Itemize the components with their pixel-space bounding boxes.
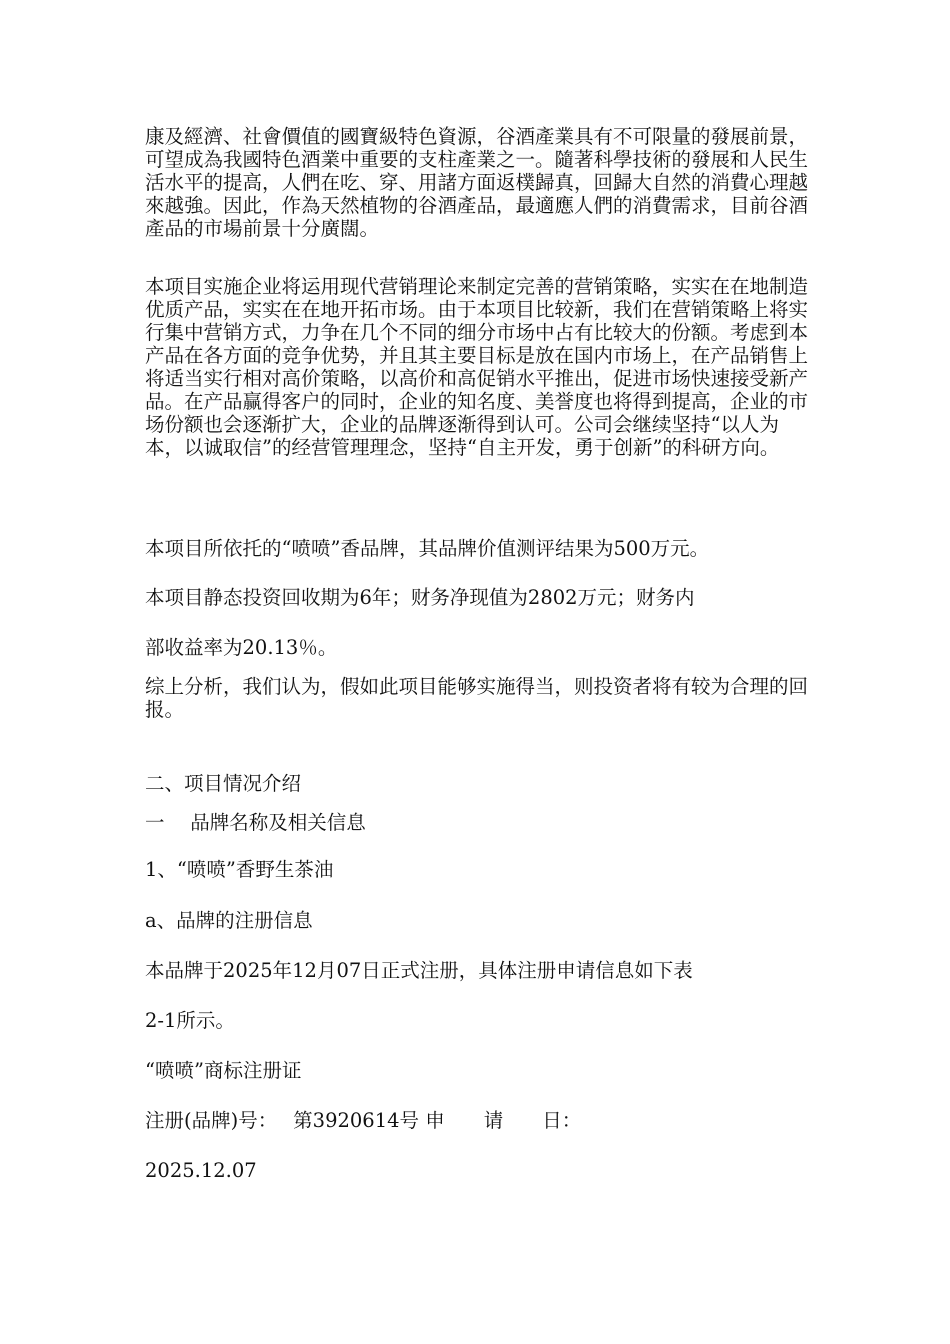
certificate-title: “喷喷”商标注册证 (145, 1059, 302, 1082)
section-heading: 二、项目情况介绍 (145, 772, 302, 795)
section-subheading: 一 品牌名称及相关信息 (145, 811, 366, 834)
registration-line1: 本品牌于2025年12月07日正式注册，具体注册申请信息如下表 (145, 959, 693, 982)
registration-date: 2025.12.07 (145, 1159, 257, 1182)
paragraph-financials-line1: 本项目静态投资回收期为6年；财务净现值为2802万元；财务内 (145, 586, 695, 609)
paragraph-industry-outlook: 康及經濟、社會價值的國寶級特色資源，谷酒產業具有不可限量的發展前景，可望成為我國特色酒業中重要的支柱產業之一。隨著科學技術的發展和人民生活水平的提高，人們在吃、穿、用諸方面返樸歸真，回歸大自然的消費心理越來越強。因此，作為天然植物的谷酒產品，最適應人們的消費需求，目前谷酒產品的市場前景十分廣闊。 (145, 125, 809, 240)
registration-number-line: 注册(品牌)号： 第3920614号 申 请 日： (145, 1109, 582, 1132)
paragraph-conclusion: 综上分析，我们认为，假如此项目能够实施得当，则投资者将有较为合理的回报。 (145, 675, 809, 721)
paragraph-brand-value: 本项目所依托的“喷喷”香品牌，其品牌价值测评结果为500万元。 (145, 537, 710, 560)
registration-line2: 2-1所示。 (145, 1009, 235, 1032)
paragraph-marketing-strategy: 本项目实施企业将运用现代营销理论来制定完善的营销策略，实实在在地制造优质产品，实实在在地开拓市场。由于本项目比较新，我们在营销策略上将实行集中营销方式，力争在几个不同的细分市场中占有比较大的份额。考虑到本产品在各方面的竞争优势，并且其主要目标是放在国内市场上，在产品销售上将适当实行相对高价策略，以高价和高促销水平推出，促进市场快速接受新产品。在产品赢得客户的同时，企业的知名度、美誉度也将得到提高，企业的市场份额也会逐渐扩大，企业的品牌逐渐得到认可。公司会继续坚持“以人为本，以诚取信”的经营管理理念，坚持“自主开发，勇于创新”的科研方向。 (145, 275, 809, 459)
item-brand-name: 1、“喷喷”香野生茶油 (145, 858, 334, 881)
item-registration-info: a、品牌的注册信息 (145, 909, 313, 932)
paragraph-financials-line2: 部收益率为20.13％。 (145, 636, 338, 659)
